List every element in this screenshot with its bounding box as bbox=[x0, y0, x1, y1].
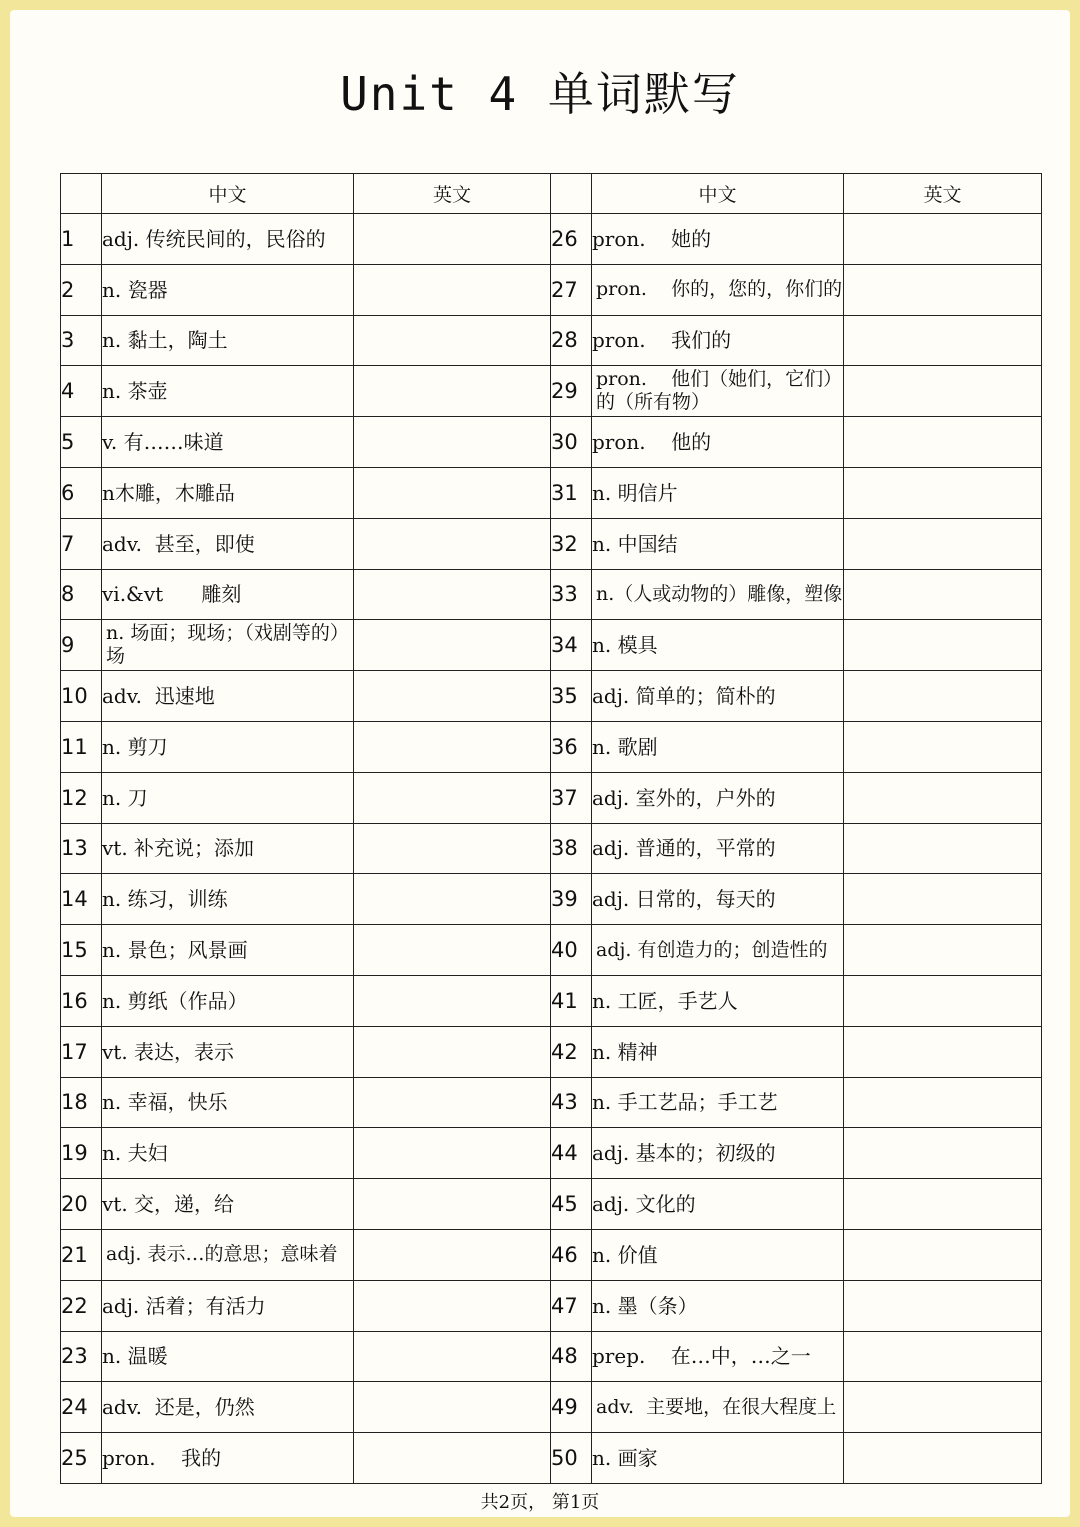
chinese-meaning: n木雕，木雕品 bbox=[102, 467, 354, 518]
item-number: 21 bbox=[61, 1229, 102, 1280]
english-answer-blank[interactable] bbox=[354, 264, 551, 315]
item-number: 40 bbox=[551, 925, 592, 976]
item-number: 48 bbox=[551, 1331, 592, 1382]
item-number: 9 bbox=[61, 620, 102, 671]
item-number: 43 bbox=[551, 1077, 592, 1128]
english-answer-blank[interactable] bbox=[354, 1026, 551, 1077]
chinese-meaning: n. 景色；风景画 bbox=[102, 925, 354, 976]
item-number: 32 bbox=[551, 518, 592, 569]
item-number: 35 bbox=[551, 671, 592, 722]
chinese-meaning: n. 手工艺品；手工艺 bbox=[592, 1077, 844, 1128]
table-row bbox=[61, 1077, 1042, 1128]
chinese-meaning: n. 练习，训练 bbox=[102, 874, 354, 925]
chinese-meaning: prep. 在…中，…之一 bbox=[592, 1331, 844, 1382]
chinese-meaning: vt. 补充说；添加 bbox=[102, 823, 354, 874]
english-answer-blank[interactable] bbox=[844, 671, 1042, 722]
english-answer-blank[interactable] bbox=[844, 518, 1042, 569]
english-answer-blank[interactable] bbox=[844, 620, 1042, 671]
item-number: 28 bbox=[551, 315, 592, 366]
english-answer-blank[interactable] bbox=[354, 366, 551, 417]
chinese-meaning: n. 剪刀 bbox=[102, 721, 354, 772]
table-row bbox=[61, 1179, 1042, 1230]
english-answer-blank[interactable] bbox=[844, 467, 1042, 518]
english-answer-blank[interactable] bbox=[354, 1128, 551, 1179]
item-number: 24 bbox=[61, 1382, 102, 1433]
item-number: 33 bbox=[551, 569, 592, 620]
table-row bbox=[61, 671, 1042, 722]
chinese-meaning: adj. 表示…的意思；意味着 bbox=[102, 1229, 354, 1280]
chinese-meaning: adj. 日常的，每天的 bbox=[592, 874, 844, 925]
chinese-meaning: pron. 我们的 bbox=[592, 315, 844, 366]
chinese-meaning: n. 精神 bbox=[592, 1026, 844, 1077]
item-number: 4 bbox=[61, 366, 102, 417]
chinese-meaning: n. 中国结 bbox=[592, 518, 844, 569]
chinese-meaning: vt. 交，递，给 bbox=[102, 1179, 354, 1230]
header-number-right bbox=[551, 174, 592, 214]
chinese-meaning: n. 夫妇 bbox=[102, 1128, 354, 1179]
item-number: 6 bbox=[61, 467, 102, 518]
table-row bbox=[61, 214, 1042, 265]
english-answer-blank[interactable] bbox=[844, 1077, 1042, 1128]
item-number: 2 bbox=[61, 264, 102, 315]
english-answer-blank[interactable] bbox=[354, 772, 551, 823]
item-number: 20 bbox=[61, 1179, 102, 1230]
item-number: 26 bbox=[551, 214, 592, 265]
item-number: 37 bbox=[551, 772, 592, 823]
table-row bbox=[61, 1382, 1042, 1433]
page-title: Unit 4 单词默写 bbox=[340, 67, 740, 121]
english-answer-blank[interactable] bbox=[844, 315, 1042, 366]
header-number-left bbox=[61, 174, 102, 214]
english-answer-blank[interactable] bbox=[354, 874, 551, 925]
table-row bbox=[61, 1433, 1042, 1484]
chinese-meaning: n. 剪纸（作品） bbox=[102, 975, 354, 1026]
worksheet-page bbox=[10, 10, 1070, 1517]
chinese-meaning: vi.&vt 雕刻 bbox=[102, 569, 354, 620]
chinese-meaning: adj. 室外的，户外的 bbox=[592, 772, 844, 823]
english-answer-blank[interactable] bbox=[354, 467, 551, 518]
chinese-meaning: adv. 甚至，即使 bbox=[102, 518, 354, 569]
item-number: 15 bbox=[61, 925, 102, 976]
item-number: 19 bbox=[61, 1128, 102, 1179]
english-answer-blank[interactable] bbox=[354, 1331, 551, 1382]
item-number: 22 bbox=[61, 1280, 102, 1331]
chinese-meaning: n. 工匠，手艺人 bbox=[592, 975, 844, 1026]
header-row bbox=[61, 174, 1042, 214]
item-number: 49 bbox=[551, 1382, 592, 1433]
english-answer-blank[interactable] bbox=[844, 1026, 1042, 1077]
item-number: 45 bbox=[551, 1179, 592, 1230]
english-answer-blank[interactable] bbox=[354, 1280, 551, 1331]
table-row bbox=[61, 264, 1042, 315]
chinese-meaning: n. 价值 bbox=[592, 1229, 844, 1280]
table-row bbox=[61, 874, 1042, 925]
header-english-left: 英文 bbox=[354, 174, 551, 214]
english-answer-blank[interactable] bbox=[354, 620, 551, 671]
table-row bbox=[61, 417, 1042, 468]
chinese-meaning: adj. 普通的，平常的 bbox=[592, 823, 844, 874]
english-answer-blank[interactable] bbox=[354, 1229, 551, 1280]
chinese-meaning: n. 温暖 bbox=[102, 1331, 354, 1382]
table-row bbox=[61, 823, 1042, 874]
chinese-meaning: n. 模具 bbox=[592, 620, 844, 671]
header-english-right: 英文 bbox=[844, 174, 1042, 214]
english-answer-blank[interactable] bbox=[354, 823, 551, 874]
english-answer-blank[interactable] bbox=[354, 518, 551, 569]
english-answer-blank[interactable] bbox=[354, 214, 551, 265]
english-answer-blank[interactable] bbox=[844, 772, 1042, 823]
table-row bbox=[61, 1229, 1042, 1280]
item-number: 5 bbox=[61, 417, 102, 468]
item-number: 30 bbox=[551, 417, 592, 468]
chinese-meaning: n. 刀 bbox=[102, 772, 354, 823]
table-row bbox=[61, 620, 1042, 671]
table-row bbox=[61, 1026, 1042, 1077]
english-answer-blank[interactable] bbox=[354, 671, 551, 722]
item-number: 44 bbox=[551, 1128, 592, 1179]
vocab-table bbox=[60, 173, 1042, 1484]
english-answer-blank[interactable] bbox=[844, 264, 1042, 315]
english-answer-blank[interactable] bbox=[844, 1128, 1042, 1179]
item-number: 25 bbox=[61, 1433, 102, 1484]
item-number: 39 bbox=[551, 874, 592, 925]
chinese-meaning: adv. 迅速地 bbox=[102, 671, 354, 722]
english-answer-blank[interactable] bbox=[844, 214, 1042, 265]
table-row bbox=[61, 721, 1042, 772]
english-answer-blank[interactable] bbox=[354, 721, 551, 772]
chinese-meaning: n. 歌剧 bbox=[592, 721, 844, 772]
item-number: 50 bbox=[551, 1433, 592, 1484]
item-number: 17 bbox=[61, 1026, 102, 1077]
english-answer-blank[interactable] bbox=[844, 366, 1042, 417]
english-answer-blank[interactable] bbox=[354, 1077, 551, 1128]
chinese-meaning: n. 画家 bbox=[592, 1433, 844, 1484]
chinese-meaning: n.（人或动物的）雕像，塑像 bbox=[592, 569, 844, 620]
item-number: 36 bbox=[551, 721, 592, 772]
chinese-meaning: n. 黏土，陶土 bbox=[102, 315, 354, 366]
chinese-meaning: adj. 传统民间的，民俗的 bbox=[102, 214, 354, 265]
item-number: 11 bbox=[61, 721, 102, 772]
chinese-meaning: pron. 我的 bbox=[102, 1433, 354, 1484]
english-answer-blank[interactable] bbox=[844, 1280, 1042, 1331]
chinese-meaning: n. 墨（条） bbox=[592, 1280, 844, 1331]
english-answer-blank[interactable] bbox=[844, 1179, 1042, 1230]
header-chinese-right: 中文 bbox=[592, 174, 844, 214]
table-row bbox=[61, 315, 1042, 366]
english-answer-blank[interactable] bbox=[844, 823, 1042, 874]
table-row bbox=[61, 366, 1042, 417]
english-answer-blank[interactable] bbox=[354, 315, 551, 366]
english-answer-blank[interactable] bbox=[844, 1229, 1042, 1280]
english-answer-blank[interactable] bbox=[844, 417, 1042, 468]
chinese-meaning: pron. 你的，您的，你们的 bbox=[592, 264, 844, 315]
english-answer-blank[interactable] bbox=[354, 1433, 551, 1484]
item-number: 16 bbox=[61, 975, 102, 1026]
table-row bbox=[61, 569, 1042, 620]
item-number: 1 bbox=[61, 214, 102, 265]
table-row bbox=[61, 1280, 1042, 1331]
english-answer-blank[interactable] bbox=[354, 975, 551, 1026]
item-number: 7 bbox=[61, 518, 102, 569]
item-number: 3 bbox=[61, 315, 102, 366]
english-answer-blank[interactable] bbox=[354, 925, 551, 976]
chinese-meaning: adv. 主要地，在很大程度上 bbox=[592, 1382, 844, 1433]
item-number: 27 bbox=[551, 264, 592, 315]
item-number: 23 bbox=[61, 1331, 102, 1382]
table-row bbox=[61, 518, 1042, 569]
table-row bbox=[61, 925, 1042, 976]
english-answer-blank[interactable] bbox=[844, 1433, 1042, 1484]
item-number: 18 bbox=[61, 1077, 102, 1128]
chinese-meaning: n. 场面；现场；（戏剧等的）场 bbox=[102, 620, 354, 671]
english-answer-blank[interactable] bbox=[354, 1382, 551, 1433]
chinese-meaning: pron. 她的 bbox=[592, 214, 844, 265]
table-row bbox=[61, 1331, 1042, 1382]
item-number: 38 bbox=[551, 823, 592, 874]
english-answer-blank[interactable] bbox=[844, 874, 1042, 925]
item-number: 46 bbox=[551, 1229, 592, 1280]
english-answer-blank[interactable] bbox=[844, 1382, 1042, 1433]
english-answer-blank[interactable] bbox=[844, 721, 1042, 772]
item-number: 10 bbox=[61, 671, 102, 722]
english-answer-blank[interactable] bbox=[844, 975, 1042, 1026]
item-number: 41 bbox=[551, 975, 592, 1026]
table-row bbox=[61, 467, 1042, 518]
chinese-meaning: n. 幸福，快乐 bbox=[102, 1077, 354, 1128]
english-answer-blank[interactable] bbox=[354, 417, 551, 468]
english-answer-blank[interactable] bbox=[844, 569, 1042, 620]
chinese-meaning: adj. 有创造力的；创造性的 bbox=[592, 925, 844, 976]
chinese-meaning: adj. 简单的；简朴的 bbox=[592, 671, 844, 722]
item-number: 29 bbox=[551, 366, 592, 417]
chinese-meaning: pron. 他们（她们，它们）的（所有物） bbox=[592, 366, 844, 417]
item-number: 42 bbox=[551, 1026, 592, 1077]
chinese-meaning: pron. 他的 bbox=[592, 417, 844, 468]
item-number: 8 bbox=[61, 569, 102, 620]
chinese-meaning: adj. 基本的；初级的 bbox=[592, 1128, 844, 1179]
table-row bbox=[61, 975, 1042, 1026]
chinese-meaning: vt. 表达，表示 bbox=[102, 1026, 354, 1077]
table-row bbox=[61, 772, 1042, 823]
english-answer-blank[interactable] bbox=[354, 569, 551, 620]
page-footer: 共2页， 第1页 bbox=[480, 1492, 600, 1513]
chinese-meaning: n. 瓷器 bbox=[102, 264, 354, 315]
chinese-meaning: adj. 文化的 bbox=[592, 1179, 844, 1230]
english-answer-blank[interactable] bbox=[844, 1331, 1042, 1382]
item-number: 31 bbox=[551, 467, 592, 518]
chinese-meaning: adv. 还是，仍然 bbox=[102, 1382, 354, 1433]
item-number: 12 bbox=[61, 772, 102, 823]
header-chinese-left: 中文 bbox=[102, 174, 354, 214]
item-number: 47 bbox=[551, 1280, 592, 1331]
item-number: 34 bbox=[551, 620, 592, 671]
english-answer-blank[interactable] bbox=[354, 1179, 551, 1230]
chinese-meaning: adj. 活着；有活力 bbox=[102, 1280, 354, 1331]
english-answer-blank[interactable] bbox=[844, 925, 1042, 976]
chinese-meaning: v. 有……味道 bbox=[102, 417, 354, 468]
table-row bbox=[61, 1128, 1042, 1179]
item-number: 13 bbox=[61, 823, 102, 874]
chinese-meaning: n. 茶壶 bbox=[102, 366, 354, 417]
chinese-meaning: n. 明信片 bbox=[592, 467, 844, 518]
item-number: 14 bbox=[61, 874, 102, 925]
